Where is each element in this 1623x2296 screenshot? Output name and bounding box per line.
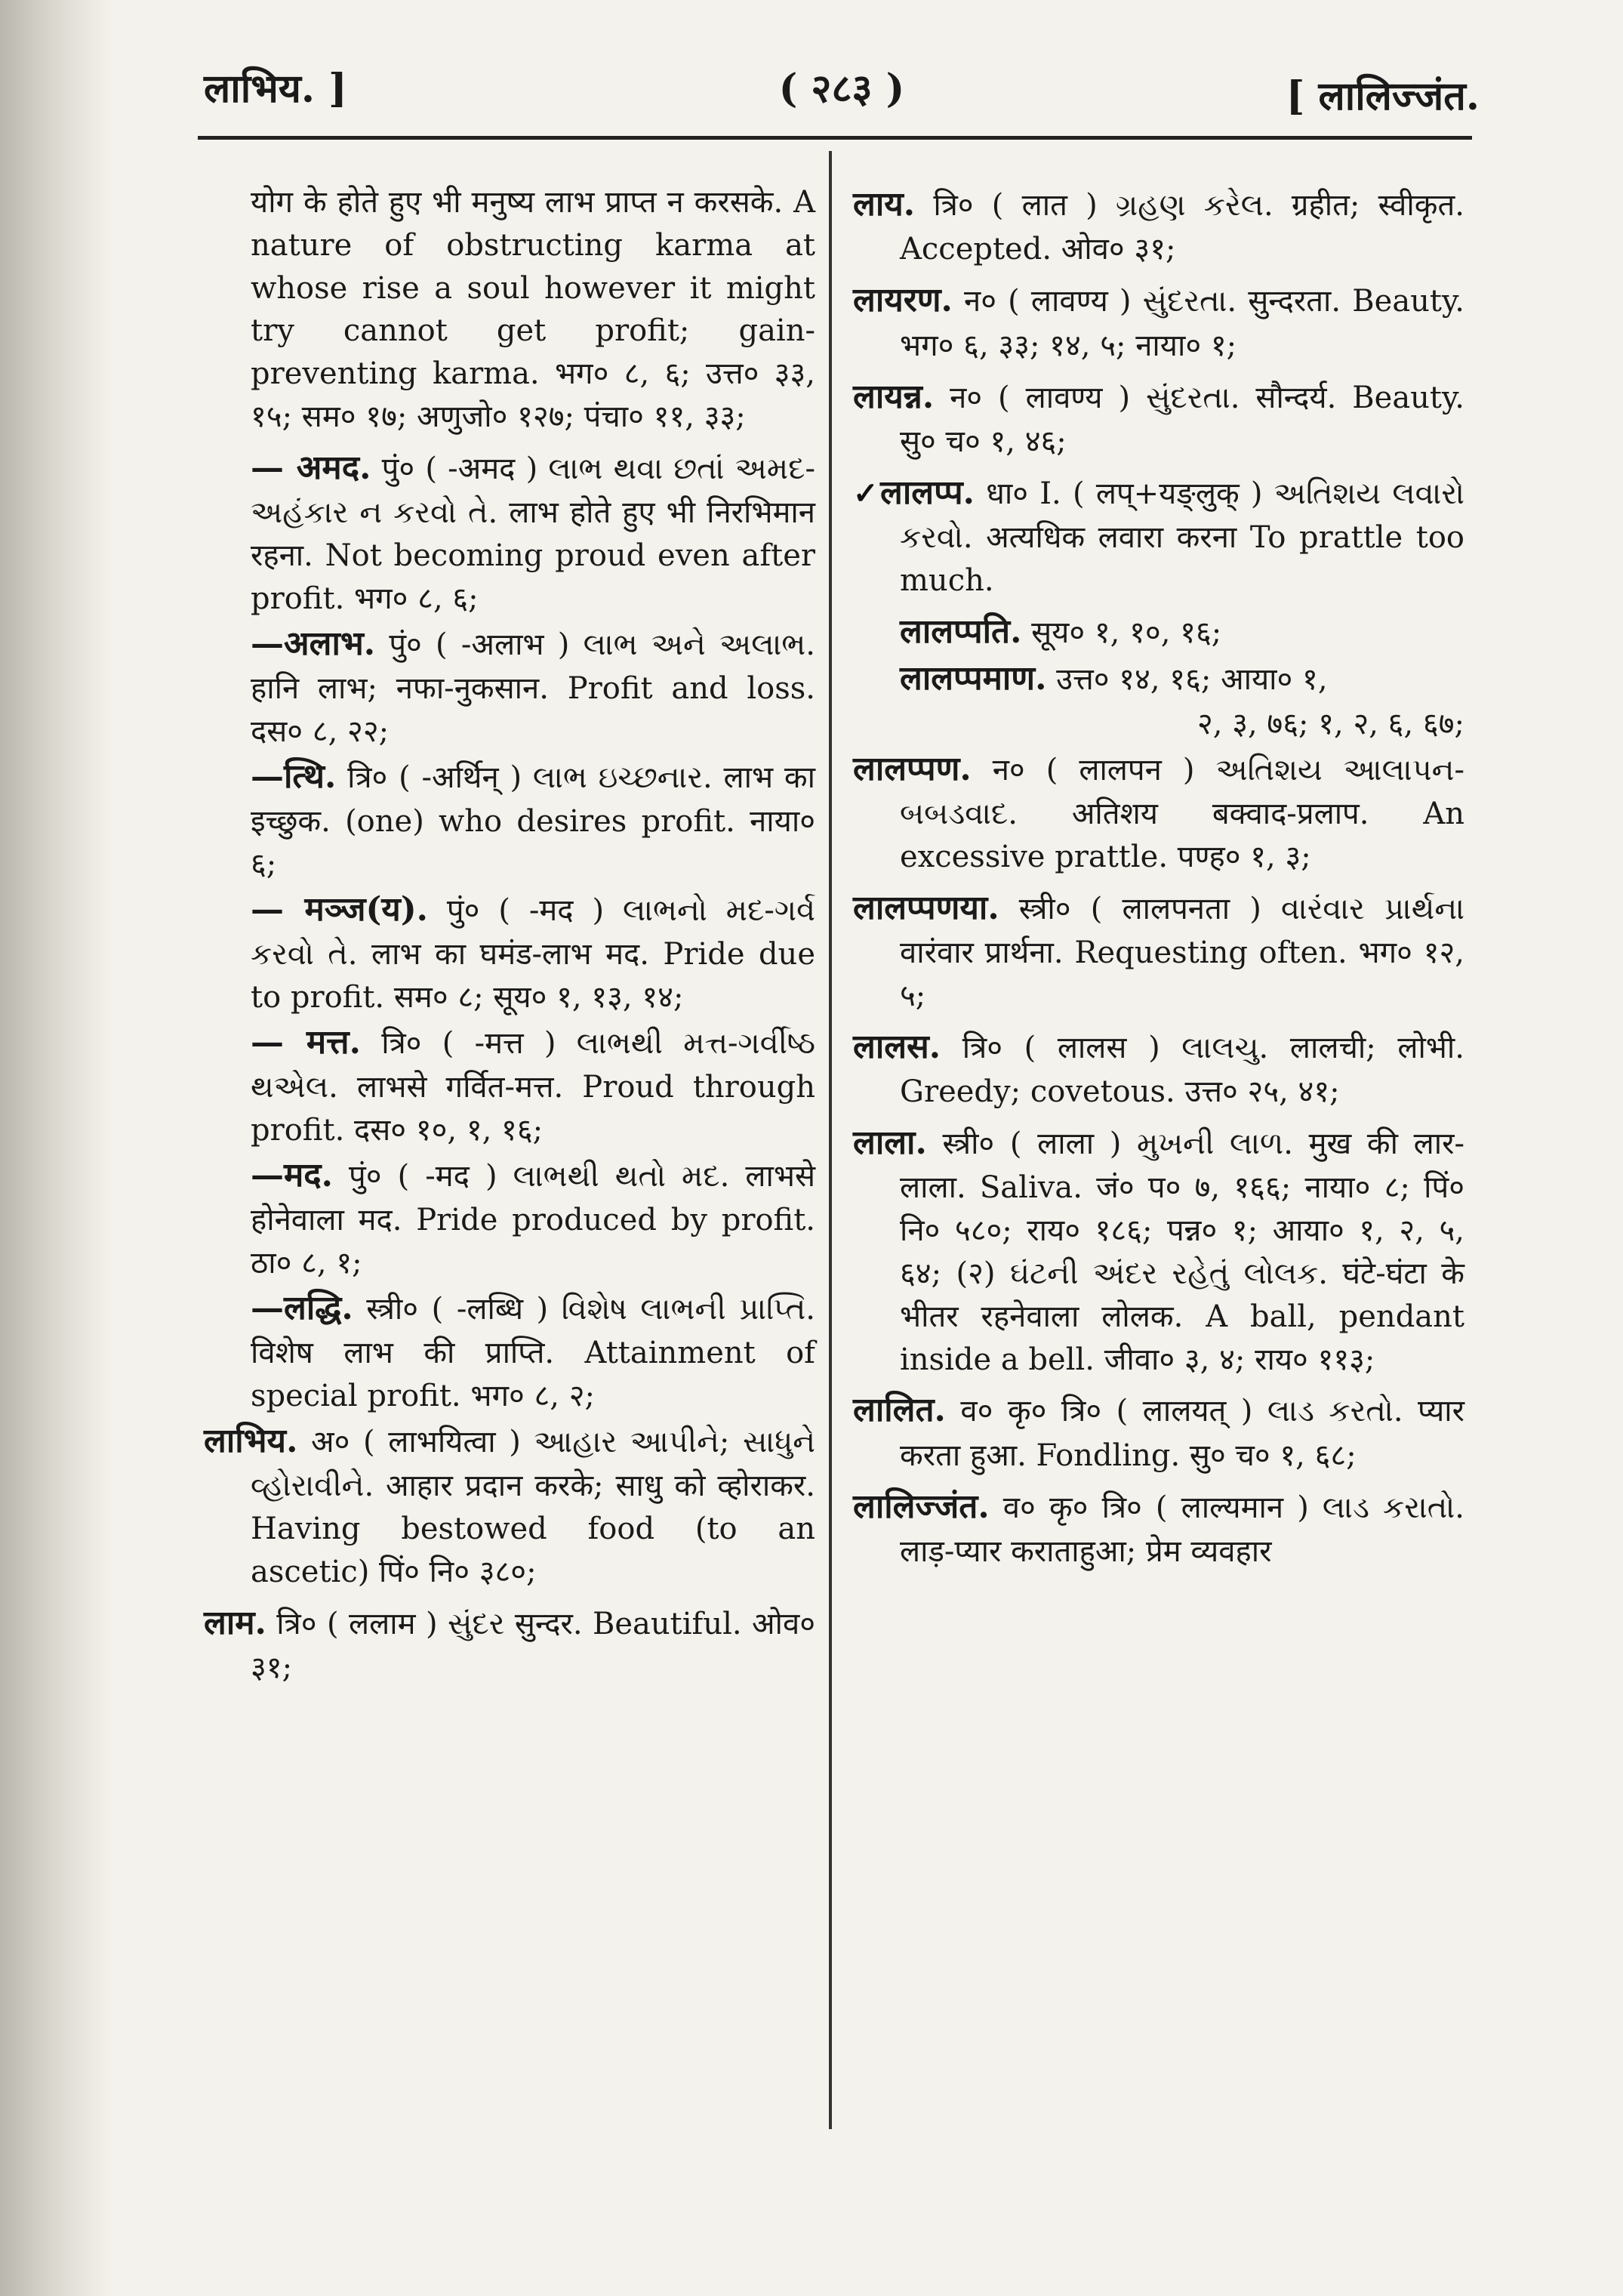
- headword: लाम.: [204, 1603, 266, 1642]
- entry-text: त्रि० ( -अर्थिन् ) લાભ ઇચ્છનાર. लाभ का इच्छुक. (one) who desires profit. नाया० ६;: [251, 760, 815, 882]
- entry-text: पुं० ( -मद ) લાભથી થતો મદ. लाभसे होनेवाला मद. Pride produced by profit. ठा० ८, १;: [251, 1158, 816, 1281]
- dictionary-entry: [853, 746, 1464, 879]
- headword: —अलाभ.: [251, 624, 376, 663]
- entry-text: स्त्री० ( लाला ) મુખની લાળ. मुख की लार-लाला. Saliva. जं० प० ७, १६६; नाया० ८; पिं० नि० ५८०; राय० १८६; पन्न० १; आया० १, २, ५, ६४; (२) ઘંટની અંદર રહેતું લોલક. घंटे-घंटा के भीतर रहनेवाला लोलक. A ball, pendant inside a bell. जीवा० ३, ४; राय० ११३;: [900, 1126, 1464, 1377]
- headword: लालप्पमाण.: [900, 659, 1047, 698]
- entry-text: न० ( लालपन ) અતિશય આલાપન-બબડવાદ. अतिशय बक्वाद-प्रलाप. An excessive prattle. पण्ह० १, ३;: [900, 752, 1464, 874]
- dictionary-entry: [204, 1600, 815, 1690]
- headword: लाय.: [853, 185, 916, 223]
- headword: — अमद.: [251, 448, 371, 487]
- headword: लालस.: [853, 1027, 941, 1066]
- headword: लालित.: [853, 1391, 946, 1430]
- sub-entry: [900, 609, 1464, 655]
- entry-text: त्रि० ( लात ) ગ્રહણ કરેલ. ग्रहीत; स्वीकृत. Accepted. ओव० ३१;: [900, 188, 1464, 267]
- headword: लालिज्जंत.: [853, 1487, 990, 1526]
- dictionary-entry: [853, 181, 1464, 271]
- headword: —लद्धि.: [251, 1288, 353, 1327]
- header-rule: [198, 136, 1472, 140]
- entry-text: त्रि० ( ललाम ) સુંદર सुन्दर. Beautiful. ओव० ३१;: [251, 1606, 815, 1686]
- entry-text: अ० ( लाभयित्वा ) આહાર આપીને; સાધુને વ્હોરાવીને. आहार प्रदान करके; साधु को व्होराकर. Having bestowed food (to an ascetic) पिं० नि० ३८०;: [251, 1425, 816, 1590]
- dictionary-entry: [853, 1484, 1464, 1573]
- dictionary-entry: [853, 277, 1464, 367]
- entry-text: व० कृ० त्रि० ( लाल्यमान ) લાડ કરાતો. लाड़-प्यार कराताहुआ; प्रेम व्यवहार: [900, 1490, 1464, 1570]
- entry-text: पुं० ( -अमद ) લાભ થવા છતાં અમદ-અહંકાર ન કરવો તે. लाभ होते हुए भी निरभिमान रहना. Not becoming proud even after profit. भग० ८, ६;: [251, 451, 815, 616]
- headword: लालप्पति.: [900, 612, 1022, 651]
- entry-text: योग के होते हुए भी मनुष्य लाभ प्राप्त न करसके. A nature of obstructing karma at whose rise a soul however it might try cannot get profit; gain-preventing karma. भग० ८, ६; उत्त० ३३, १५; सम० १७; अणुजो० १२७; पंचा० ११, ३३;: [251, 185, 815, 434]
- page-number: ( २८३ ): [778, 66, 905, 112]
- headword: लायन्न.: [853, 377, 935, 416]
- entry-text: उत्त० १४, १६; आया० १,: [1056, 662, 1328, 698]
- entry-text: पुं० ( -अलाभ ) લાભ અને અલાભ. हानि लाभ; नफा-नुकसान. Profit and loss. दस० ८, २२;: [251, 627, 815, 749]
- headword: लालप्पण.: [853, 749, 972, 788]
- entry-text: न० ( लावण्य ) સુંદરતા. सुन्दरता. Beauty. भग० ६, ३३; १४, ५; नाया० १;: [900, 284, 1464, 363]
- entry-continuation: [204, 181, 815, 439]
- entry-text: न० ( लावण्य ) સુંદરતા. सौन्दर्य. Beauty. सु० च० १, ४६;: [900, 380, 1465, 459]
- entry-text: २, ३, ७६; १, २, ६, ६७;: [1196, 706, 1464, 741]
- entry-text: पुं० ( -मद ) લાભનો મદ-ગર્વ કરવો તે. लाभ का घमंड-लाभ मद. Pride due to profit. सम० ८; सूय० १, १३, १४;: [251, 892, 816, 1015]
- headword: लालप्पणया.: [853, 888, 999, 927]
- sub-entry: [251, 1152, 815, 1285]
- left-column: [204, 181, 815, 1696]
- dictionary-entry: [204, 1418, 815, 1594]
- page-header: [204, 60, 1480, 136]
- entry-citation-line: [900, 703, 1464, 746]
- sub-entry: [900, 655, 1464, 702]
- sub-entry: [251, 445, 815, 621]
- entry-text: स्त्री० ( लालपनता ) વારંવાર પ્રાર્થના वारंवार प्रार्थना. Requesting often. भग० १२, ५;: [900, 891, 1464, 1013]
- sub-entry: [251, 1019, 815, 1152]
- headword: लालप्प.: [880, 473, 975, 512]
- sub-entry: [251, 886, 815, 1019]
- dictionary-entry: [853, 374, 1464, 464]
- headword: — मञ्ज(य).: [251, 889, 428, 929]
- dictionary-entry: [853, 470, 1464, 603]
- sub-entry: [251, 621, 815, 754]
- entry-text: स्त्री० ( -लब्धि ) વિશેષ લાભની પ્રાપ્તિ. विशेष लाभ की प्राप्ति. Attainment of special profit. भग० ८, २;: [251, 1291, 815, 1414]
- headword: —मद.: [251, 1155, 333, 1194]
- headword: —त्थि.: [251, 757, 337, 796]
- headword: लायरण.: [853, 281, 953, 320]
- dictionary-entry: [853, 1024, 1464, 1114]
- sub-entry: [251, 754, 815, 886]
- dictionary-entry: [853, 1120, 1464, 1381]
- headword: लाभिय.: [204, 1422, 298, 1461]
- entry-text: व० कृ० त्रि० ( लालयत् ) લાડ કરતો. प्यार करता हुआ. Fondling. सु० च० १, ६८;: [900, 1394, 1464, 1473]
- entry-text: त्रि० ( लालस ) લાલચુ. लालची; लोभी. Greedy; covetous. उत्त० २५, ४१;: [900, 1030, 1465, 1110]
- dictionary-entry: [853, 1387, 1464, 1477]
- entry-text: त्रि० ( -मत्त ) લાભથી મત્ત-ગર્વીષ્ઠ થએલ. लाभसे गर्वित-मत्त. Proud through profit. दस० १०, १, १६;: [251, 1025, 815, 1148]
- header-right-guideword: [ लालिज्जंत.: [1286, 73, 1480, 119]
- column-divider: [829, 151, 832, 2129]
- headword: लाला.: [853, 1123, 927, 1162]
- header-left-guideword: लाभिय. ]: [204, 66, 347, 112]
- page-binding-shadow: [0, 0, 113, 2296]
- check-mark-icon: ✓: [853, 475, 881, 511]
- entry-text: धा० I. ( लप्+यङ्लुक् ) અતિશય લવારો કરવો. अत्यधिक लवारा करना To prattle too much.: [900, 476, 1465, 599]
- headword: — मत्त.: [251, 1022, 361, 1062]
- right-column: [853, 181, 1464, 1579]
- sub-entry: [251, 1285, 815, 1418]
- dictionary-entry: [853, 885, 1464, 1018]
- entry-text: सूय० १, १०, १६;: [1031, 615, 1222, 650]
